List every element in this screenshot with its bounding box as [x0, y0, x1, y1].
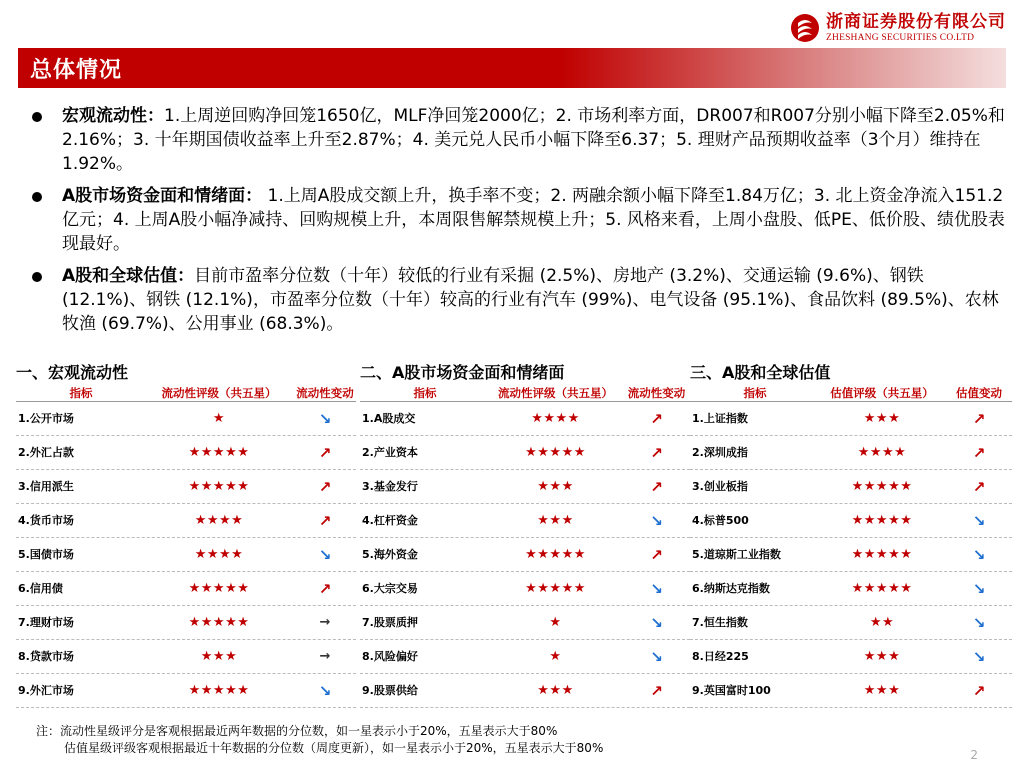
table-row — [360, 538, 690, 572]
indicator-name: 5.国债市场 — [18, 548, 74, 561]
indicator-name: 8.日经225 — [692, 650, 749, 663]
arrow-down-right-icon: ↘ — [318, 410, 332, 428]
table-row — [360, 402, 690, 436]
indicator-name: 8.风险偏好 — [362, 650, 418, 663]
indicator-name: 2.深圳成指 — [692, 446, 748, 459]
bullet-valuation — [32, 264, 1007, 336]
column-header: 流动性评级（共五星） — [498, 386, 613, 400]
star-rating: ★★★ — [200, 649, 238, 664]
table-row — [16, 674, 356, 708]
star-rating: ★★★★ — [857, 445, 907, 460]
table-row — [16, 538, 356, 572]
indicator-name: 9.英国富时100 — [692, 684, 771, 697]
star-rating: ★★★★★ — [851, 547, 913, 562]
star-rating: ★ — [549, 615, 562, 630]
page-title: 总体情况 — [30, 58, 123, 83]
star-rating: ★★★★★ — [525, 581, 586, 596]
table-row — [360, 674, 690, 708]
footnote-line-2: 估值星级评级客观根据最近十年数据的分位数（周度更新），如一星表示小于20%，五星表示大于80% — [64, 741, 604, 755]
indicator-name: 9.外汇市场 — [18, 684, 74, 697]
arrow-down-right-icon: ↘ — [972, 614, 986, 632]
indicator-name: 6.纳斯达克指数 — [692, 582, 770, 595]
table-row — [16, 436, 356, 470]
arrow-down-right-icon: ↘ — [318, 682, 332, 700]
arrow-up-right-icon: ↗ — [650, 410, 663, 428]
arrow-up-right-icon: ↗ — [318, 444, 332, 462]
table-row — [16, 572, 356, 606]
indicator-name: 3.创业板指 — [692, 480, 748, 493]
arrow-up-right-icon: ↗ — [972, 682, 986, 700]
table-macro-liquidity — [16, 362, 356, 708]
indicator-name: 9.股票供给 — [362, 684, 418, 697]
table-row — [16, 504, 356, 538]
company-name-cn: 浙商证券股份有限公司 — [826, 12, 1006, 32]
arrow-up-right-icon: ↗ — [318, 478, 332, 496]
column-header: 流动性变动 — [296, 386, 354, 400]
table-row — [360, 572, 690, 606]
indicator-name: 3.基金发行 — [362, 480, 418, 493]
star-rating: ★★★ — [863, 683, 901, 698]
table-title: 三、A股和全球估值 — [690, 363, 831, 382]
table-row — [690, 538, 1012, 572]
star-rating: ★★ — [869, 615, 895, 630]
indicator-name: 7.股票质押 — [362, 616, 418, 629]
column-header: 估值评级（共五星） — [830, 386, 934, 400]
arrow-down-right-icon: ↘ — [318, 546, 332, 564]
indicator-name: 6.大宗交易 — [362, 582, 418, 595]
table-a-share-funds — [360, 362, 690, 708]
star-rating: ★ — [549, 649, 562, 664]
table-row — [360, 640, 690, 674]
table-row — [690, 640, 1012, 674]
indicator-name: 4.标普500 — [692, 514, 749, 527]
indicator-name: 8.贷款市场 — [18, 650, 74, 663]
table-row — [690, 572, 1012, 606]
indicator-name: 1.公开市场 — [18, 412, 74, 425]
indicator-name: 1.A股成交 — [362, 412, 416, 425]
table-row — [16, 640, 356, 674]
table-row — [690, 402, 1012, 436]
column-header: 指标 — [743, 386, 767, 400]
star-rating: ★★★★ — [194, 547, 244, 562]
star-rating: ★★★★★ — [188, 615, 250, 630]
bullet-heading: 宏观流动性： — [62, 106, 164, 126]
indicator-name: 7.理财市场 — [18, 616, 74, 629]
bullet-heading: A股市场资金面和情绪面： — [62, 186, 263, 206]
bullet-text: 1.上周逆回购净回笼1650亿，MLF净回笼2000亿；2. 市场利率方面，DR007和R007分别小幅下降至2.05%和2.16%；3. 十年期国债收益率上升至2.87%；4. 美元兑人民币小幅下降至6.37；5. 理财产品预期收益率（3个月）维持在1.92%。 — [62, 106, 1005, 174]
column-header: 流动性评级（共五星） — [161, 386, 277, 400]
indicator-name: 5.道琼斯工业指数 — [692, 548, 781, 561]
arrow-down-right-icon: ↘ — [650, 580, 663, 598]
table-title: 一、宏观流动性 — [16, 363, 129, 382]
arrow-right-icon: → — [319, 649, 331, 664]
star-rating: ★★★★★ — [188, 479, 250, 494]
page-number: 2 — [970, 748, 978, 762]
bullet-text: 1.上周A股成交额上升，换手率不变；2. 两融余额小幅下降至1.84万亿；3. 北上资金净流入151.2亿元；4. 上周A股小幅净减持、回购规模上升，本周限售解禁规模上升；5. 风格来看，上周小盘股、低PE、低价股、绩优股表现最好。 — [62, 186, 1005, 254]
table-header — [16, 384, 356, 402]
star-rating: ★★★★★ — [188, 445, 250, 460]
column-header: 指标 — [69, 386, 93, 400]
indicator-name: 7.恒生指数 — [692, 616, 748, 629]
table-header — [360, 384, 690, 402]
column-header: 估值变动 — [956, 386, 1002, 400]
indicator-name: 2.外汇占款 — [18, 446, 74, 459]
table-row — [690, 470, 1012, 504]
star-rating: ★★★ — [537, 513, 574, 528]
company-logo-icon — [790, 13, 820, 43]
indicator-name: 6.信用债 — [18, 582, 63, 595]
table-row — [690, 674, 1012, 708]
arrow-up-right-icon: ↗ — [650, 478, 663, 496]
star-rating: ★★★★★ — [851, 581, 913, 596]
star-rating: ★★★★★ — [525, 445, 586, 460]
arrow-up-right-icon: ↗ — [318, 512, 332, 530]
column-header: 流动性变动 — [627, 386, 686, 400]
arrow-down-right-icon: ↘ — [650, 614, 663, 632]
arrow-up-right-icon: ↗ — [972, 478, 986, 496]
summary-bullets — [32, 104, 1007, 344]
arrow-up-right-icon: ↗ — [318, 580, 332, 598]
star-rating: ★★★★★ — [188, 683, 250, 698]
table-header — [690, 384, 1012, 402]
arrow-down-right-icon: ↘ — [972, 512, 986, 530]
indicator-name: 4.货币市场 — [18, 514, 74, 527]
table-global-valuation — [690, 362, 1012, 708]
column-header: 指标 — [413, 386, 437, 400]
arrow-down-right-icon: ↘ — [650, 512, 663, 530]
star-rating: ★★★★★ — [851, 513, 913, 528]
arrow-down-right-icon: ↘ — [972, 648, 986, 666]
indicator-name: 5.海外资金 — [362, 548, 418, 561]
star-rating: ★ — [212, 411, 226, 426]
table-row — [360, 470, 690, 504]
footnote-line-1: 注：流动性星级评分是客观根据最近两年数据的分位数，如一星表示小于20%，五星表示大于80% — [36, 724, 558, 738]
arrow-down-right-icon: ↘ — [650, 648, 663, 666]
bullet-a-share-funds — [32, 184, 1007, 256]
bullet-macro-liquidity — [32, 104, 1007, 176]
bullet-text: 目前市盈率分位数（十年）较低的行业有采掘 (2.5%)、房地产 (3.2%)、交通运输 (9.6%)、钢铁 (12.1%)、钢铁 (12.1%)，市盈率分位数（十年）较高的行业有汽车 (99%)、电气设备 (95.1%)、食品饮料 (89.5%)、农林牧渔 (69.7%)、公用事业 (68.3%)。 — [62, 266, 999, 334]
star-rating: ★★★ — [863, 649, 901, 664]
arrow-down-right-icon: ↘ — [972, 546, 986, 564]
arrow-down-right-icon: ↘ — [972, 580, 986, 598]
star-rating: ★★★ — [537, 683, 574, 698]
indicator-name: 1.上证指数 — [692, 412, 748, 425]
arrow-up-right-icon: ↗ — [650, 444, 663, 462]
footnote — [36, 723, 603, 757]
arrow-up-right-icon: ↗ — [972, 444, 986, 462]
star-rating: ★★★★★ — [188, 581, 250, 596]
table-row — [690, 504, 1012, 538]
table-title: 二、A股市场资金面和情绪面 — [360, 363, 565, 382]
indicator-name: 2.产业资本 — [362, 446, 418, 459]
star-rating: ★★★★★ — [525, 547, 586, 562]
arrow-up-right-icon: ↗ — [650, 546, 663, 564]
arrow-up-right-icon: ↗ — [972, 410, 986, 428]
bullet-heading: A股和全球估值： — [62, 266, 195, 286]
table-row — [690, 606, 1012, 640]
star-rating: ★★★★★ — [851, 479, 913, 494]
table-row — [16, 606, 356, 640]
table-row — [360, 436, 690, 470]
table-row — [360, 606, 690, 640]
company-name-en: ZHESHANG SECURITIES CO.LTD — [826, 33, 975, 43]
table-row — [16, 470, 356, 504]
table-row — [360, 504, 690, 538]
star-rating: ★★★ — [863, 411, 901, 426]
company-logo — [790, 8, 1006, 48]
star-rating: ★★★★ — [531, 411, 580, 426]
section-title-bar — [18, 48, 1006, 88]
indicator-name: 3.信用派生 — [18, 480, 74, 493]
table-row — [16, 402, 356, 436]
star-rating: ★★★ — [537, 479, 574, 494]
indicator-name: 4.杠杆资金 — [362, 514, 418, 527]
arrow-right-icon: → — [319, 615, 331, 630]
arrow-up-right-icon: ↗ — [650, 682, 663, 700]
table-row — [690, 436, 1012, 470]
star-rating: ★★★★ — [194, 513, 244, 528]
